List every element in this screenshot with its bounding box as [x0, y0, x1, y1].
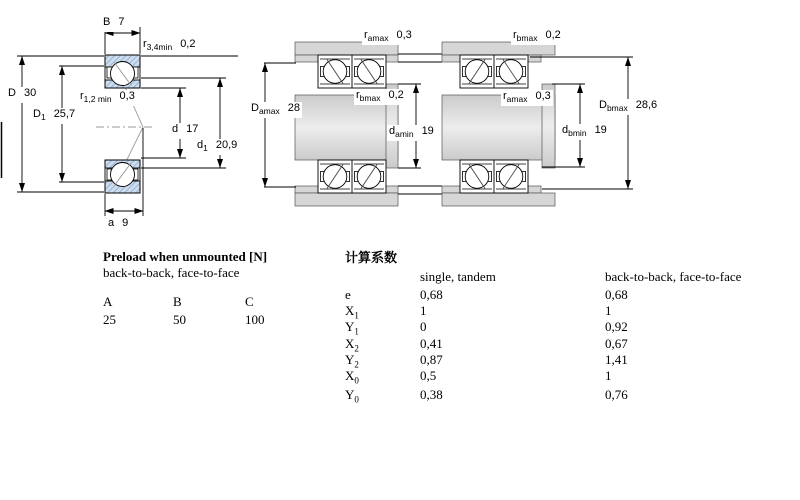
preload-header-c: C [245, 294, 254, 309]
factors-title: 计算系数 [345, 250, 398, 265]
preload-header-a: A [103, 294, 113, 309]
factor-row-y0: $Y_0$ 0,38 0,76 [345, 387, 628, 405]
preload-value-b: 50 [173, 312, 186, 327]
factor-row-y1: $Y_1$ 0 0,92 [345, 319, 628, 337]
preload-subtitle: back-to-back, face-to-face [103, 265, 240, 280]
factors-col1-header: single, tandem [420, 269, 496, 284]
factor-row-e: e 0,68 0,68 [345, 287, 628, 302]
dim-rbmax-pair: $r_{bmax}$ 0,2 [513, 29, 561, 44]
preload-value-row [103, 312, 343, 327]
dim-offset-a: a 9 [106, 217, 130, 233]
dim-inside-d1: $d_1$ 20,9 [197, 139, 238, 154]
dim-damin: $d_{amin}$ 19 [389, 125, 434, 140]
dim-dbmin: $d_{bmin}$ 19 [562, 124, 607, 139]
preload-title: Preload when unmounted [N] [103, 249, 268, 264]
preload-header-b: B [173, 294, 182, 309]
dim-r34min: $r_{3,4min}$ 0,2 [143, 38, 196, 53]
dim-bore-d: d 17 [170, 123, 200, 139]
dim-rbmax-tandem: $r_{bmax}$ 0,2 [356, 89, 404, 104]
dim-ramax-tandem: $r_{amax}$ 0,3 [364, 29, 412, 44]
dim-damax: $D_{amax}$ 28 [251, 102, 300, 117]
factor-row-x0: $X_0$ 0,5 1 [345, 367, 612, 386]
dim-outer-diameter: D 30 [6, 87, 38, 103]
dim-ramax-pair: $r_{amax}$ 0,3 [503, 90, 551, 105]
factor-row-x1: $X_1$ 1 1 [345, 303, 612, 321]
dim-width-b: B 7 [101, 16, 126, 32]
preload-value-c: 100 [245, 312, 265, 327]
preload-value-a: 25 [103, 312, 116, 327]
tandem-arrangement-drawing [264, 42, 442, 206]
preload-header-row [103, 294, 343, 309]
preload-table [103, 249, 343, 327]
factors-rows [345, 287, 785, 403]
dim-outside-d1: $D_1$ 25,7 [33, 108, 76, 123]
factor-row-x2: $X_2$ 0,41 0,67 [345, 335, 628, 354]
dim-r12min: $r_{1,2 min}$ 0,3 [80, 90, 135, 105]
factor-row-y2: $Y_2$ 0,87 1,41 [345, 351, 628, 370]
factors-col2-header: back-to-back, face-to-face [605, 269, 742, 284]
dim-dbmax: $D_{bmax}$ 28,6 [599, 99, 658, 114]
